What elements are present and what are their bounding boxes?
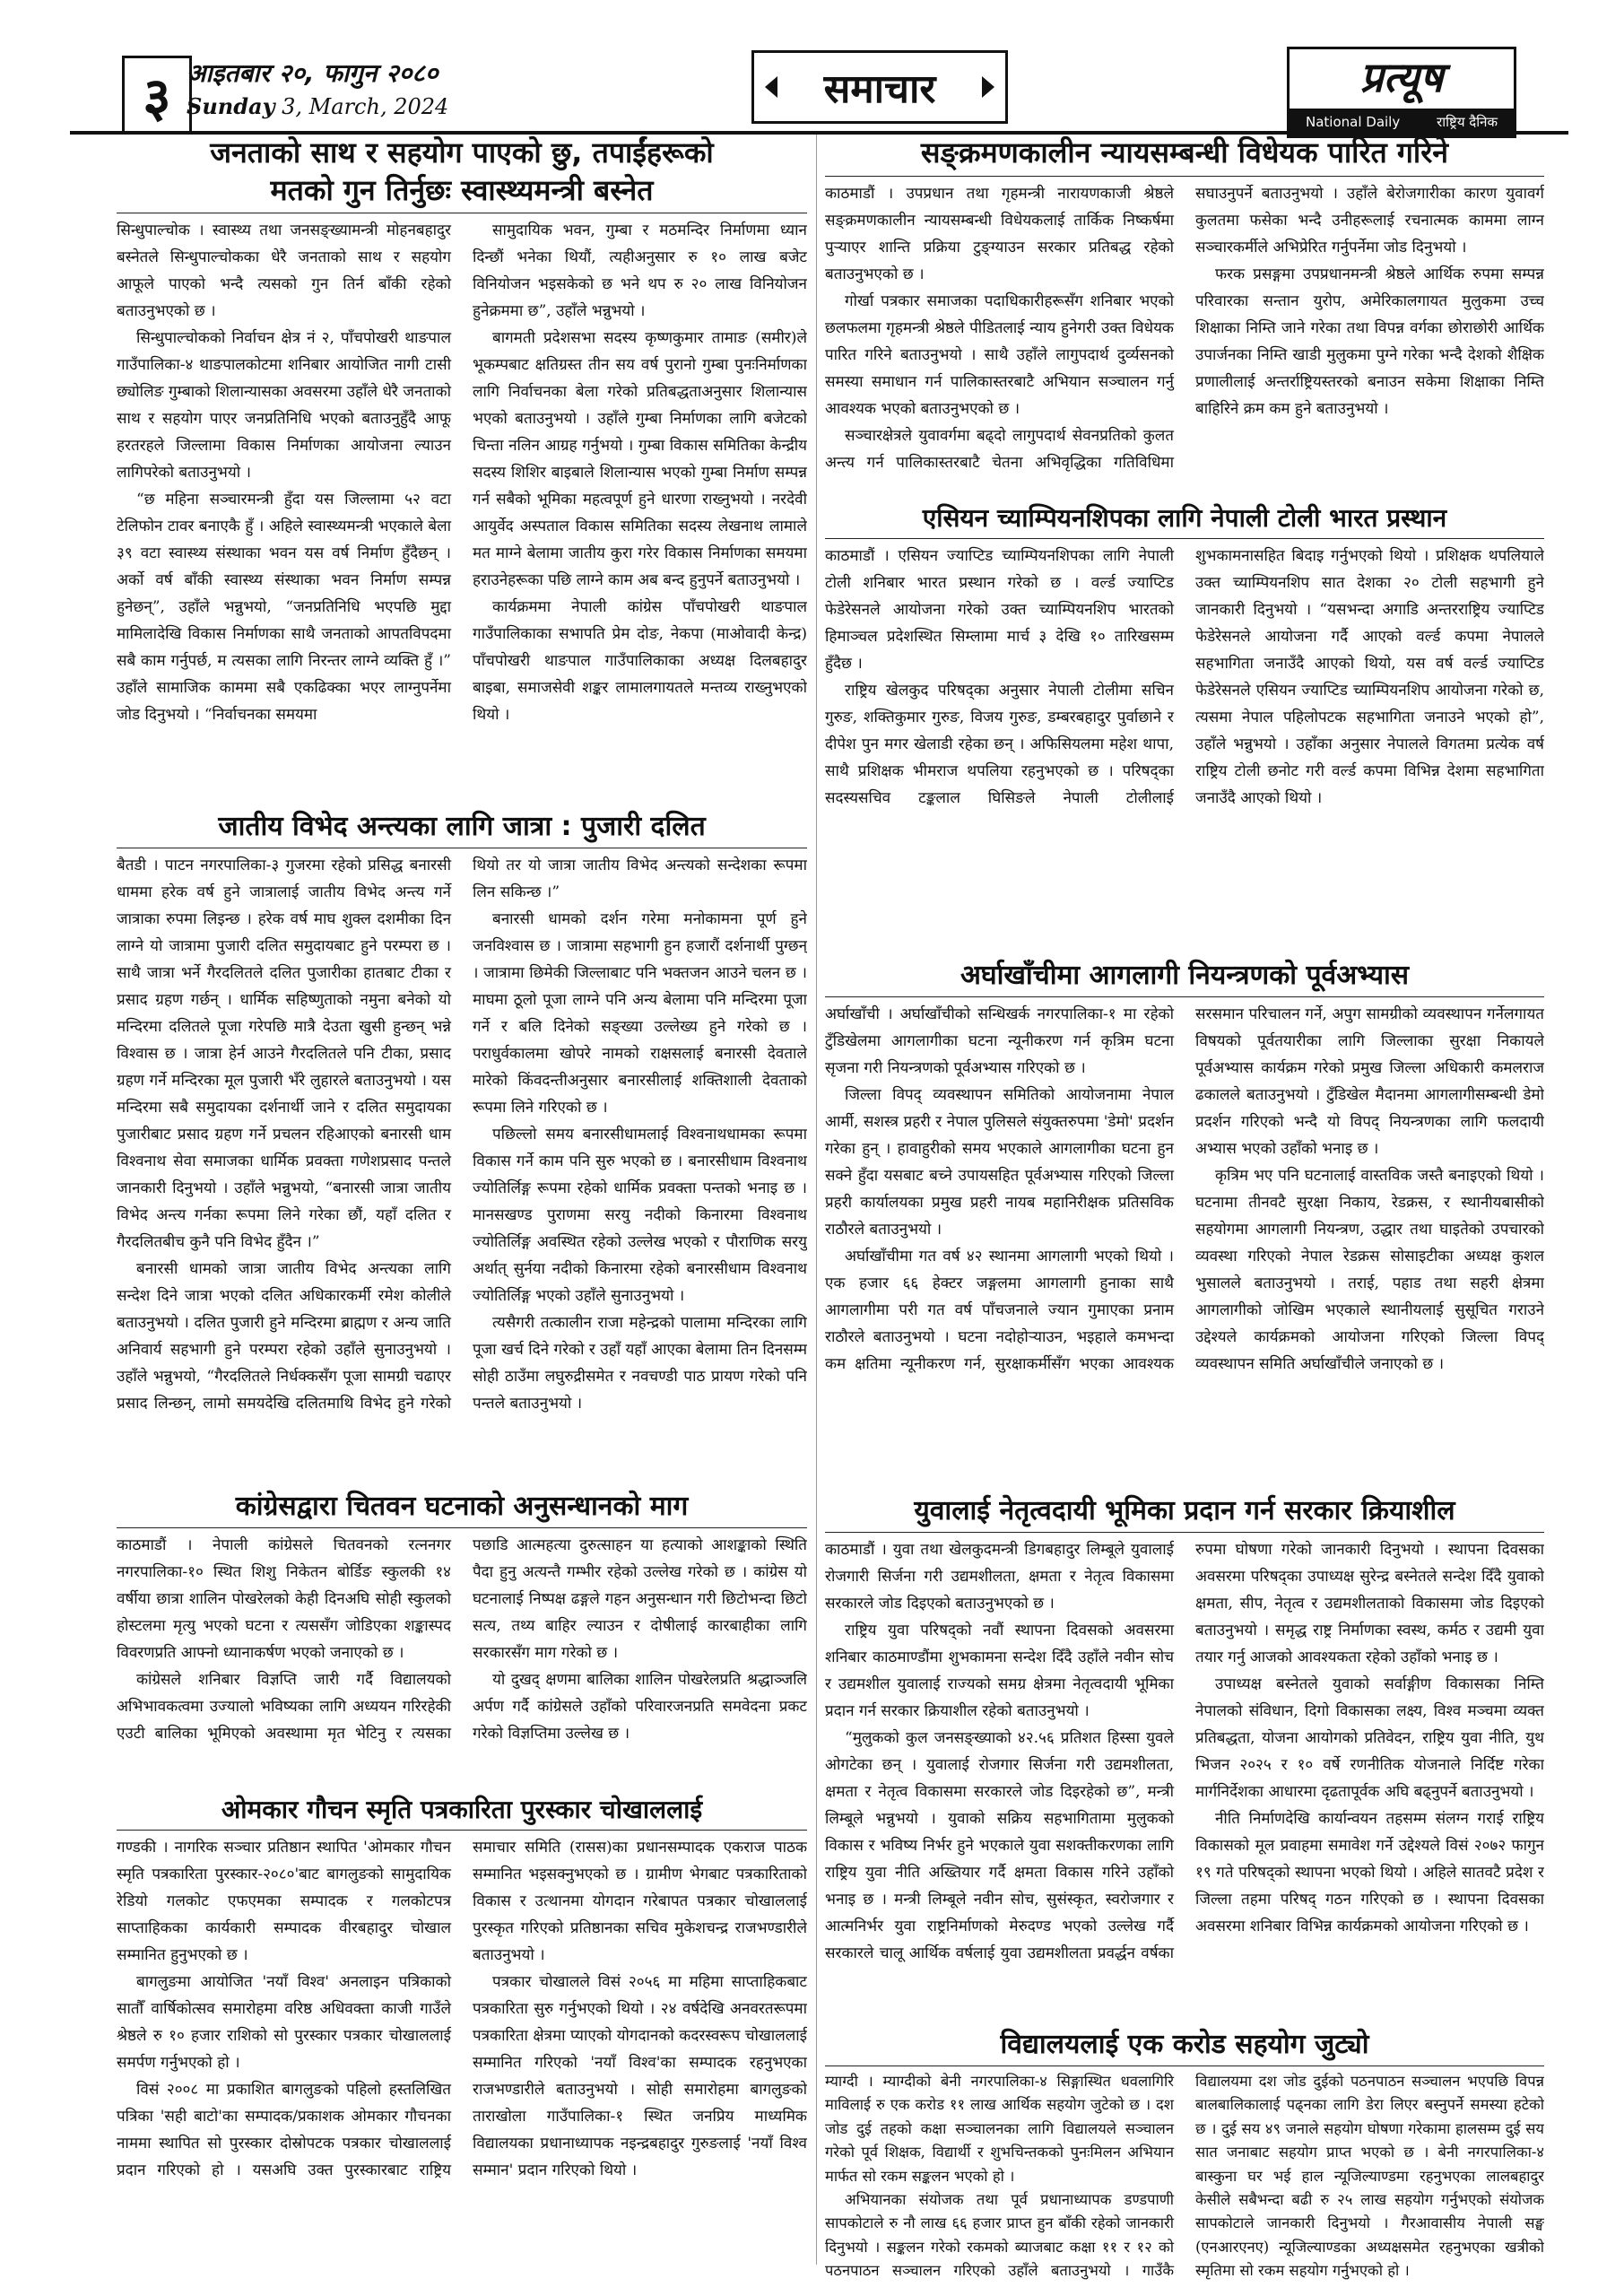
section-label bbox=[751, 50, 1008, 124]
paragraph: बैतडी । पाटन नगरपालिका-३ गुजरमा रहेको प्रसिद्ध बनारसी धाममा हरेक वर्ष हुने जात्रालाई जातीय विभेद अन्त्य गर्ने जात्राका रुपमा लिइन्छ । हरेक वर्ष माघ शुक्ल दशमीका दिन लाग्ने यो जात्रामा पुजारी दलित समुदायबाट हुने परम्परा छ । साथै जात्रा भर्ने गैरदलितले दलित पुजारीका हातबाट टीका र प्रसाद ग्रहण गर्छन् । धार्मिक सहिष्णुताको नमुना बनेको यो मन्दिरमा दलितले पूजा गरेपछि मात्रै देउता खुसी हुन्छन् भन्ने विश्वास छ । जात्रा हेर्न आउने गैरदलितले पनि टीका, प्रसाद ग्रहण गर्ने मन्दिरका मूल पुजारी भँरे लुहारले बताउनुभयो । यस मन्दिरमा सबै समुदायका दर्शनार्थी जाने र दलित समुदायका पुजारीबाट प्रसाद ग्रहण गर्ने प्रचलन रहिआएको बनारसी धाम विश्वनाथ सेवा समाजका धार्मिक प्रवक्ता गणेशप्रसाद पन्तले जानकारी दिनुभयो । उहाँले भन्नुभयो, “बनारसी जात्रा जातीय विभेद अन्त्य गर्नका रूपमा लिने गरेका छौं, यहाँ दलित र गैरदलितबीच कुनै पनि विभेद हुँदैन ।” bbox=[117, 857, 451, 1251]
headline: ओमकार गौचन स्मृति पत्रकारिता पुरस्कार चोखाललाई bbox=[221, 1795, 703, 1824]
paragraph: सिन्धुपाल्चोकको निर्वाचन क्षेत्र नं २, पाँचपोखरी थाङपाल गाउँपालिका-४ थाङपालकोटमा शनिबार आयोजित नागी टासी छ्योलिङ गुम्बाको शिलान्यासका अवसरमा उहाँले धेरै जनताको साथ र सहयोग पाएर जनप्रतिनिधि भएको बताउनुहुँदै आफू हरतरहले जिल्लामा विकास निर्माणका आयोजना ल्याउन लागिपरेको बताउनुभयो । bbox=[117, 329, 451, 483]
masthead bbox=[52, 0, 1572, 130]
newspaper-logo bbox=[1287, 47, 1516, 138]
logo-sub-np: राष्ट्रिय दैनिक bbox=[1437, 114, 1498, 130]
paragraph: जिल्ला विपद् व्यवस्थापन समितिको आयोजनामा नेपाल आर्मी, सशस्त्र प्रहरी र नेपाल पुलिसले संयुक्तरुपमा 'डेमो' प्रदर्शन गरेका हुन् । हावाहुरीको समय भएकाले आगलागीका घटना हुन सक्ने हुँदा यसबाट बच्ने उपायसहित पूर्वअभ्यास गरिएको जिल्ला प्रहरी कार्यालयका प्रमुख प्रहरी नायब महानिरीक्षक प्रतिसविक राठौरले बताउनुभयो । bbox=[825, 1086, 1174, 1239]
paragraph: बनारसी धामको जात्रा जातीय विभेद अन्त्यका लागि सन्देश दिने जात्रा भएको दलित अधिकारकर्मी रमेश कोलीले बताउनुभयो । दलित पुजारी हुने मन्दिरमा ब्राह्मण र अन्य जाति अनिवार्य सहभागी हुने परम्परा रहेको उहाँले सुनाउनुभयो । उहाँले भन्नुभयो, “गैरदलितले निर्धक्कसँग पूजा सामग्री चढाएर प्रसाद लिन्छन्, लामो समयदेखि दलितमाथि विभेद हुने गरेको थियो तर यो जात्रा जातीय विभेद अन्त्यको सन्देशका रूपमा लिन सकिन्छ ।” bbox=[117, 857, 807, 1413]
date-nepali: आइतबार २०, फागुन २०८० bbox=[187, 58, 439, 88]
paragraph: सिन्धुपाल्चोक । स्वास्थ्य तथा जनसङ्ख्यामन्त्री मोहनबहादुर बस्नेतले सिन्धुपाल्चोकका धेरै जनताको साथ र सहयोग आफूले पाएको भन्दै त्यसको गुन तिर्न बाँकी रहेको बताउनुभएको छ । bbox=[117, 222, 451, 321]
article-body bbox=[825, 180, 1544, 494]
paragraph: पत्रकार चोखालले विसं २०५६ मा महिमा साप्ताहिकबाट पत्रकारिता सुरु गर्नुभएको थियो । २४ वर्षदेखि अनवरतरूपमा पत्रकारिता क्षेत्रमा प्याएको योगदानको कदरस्वरूप चोखाललाई सम्मानित गरिएको 'नयाँ विश्व'का सम्पादक रहनुभएका राजभण्डारीले बताउनुभयो । सोही समारोहमा बागलुङको ताराखोला गाउँपालिका-१ स्थित जनप्रिय माध्यमिक विद्यालयका प्रधानाध्यापक नइन्द्रबहादुर गुरुङलाई 'नयाँ विश्व सम्मान' प्रदान गरिएको थियो । bbox=[473, 1973, 807, 2180]
paragraph: अर्घाखाँची । अर्घाखाँचीको सन्धिखर्क नगरपालिका-१ मा रहेको टुँडिखेलमा आगलागीका घटना न्यूनीकरण गर्न कृत्रिम घटना सृजना गरी नियन्त्रणको पूर्वअभ्यास गरिएको छ । bbox=[825, 1005, 1174, 1077]
paragraph: कृत्रिम भए पनि घटनालाई वास्तविक जस्तै बनाइएको थियो । घटनामा तीनवटै सुरक्षा निकाय, रेडक्रस, र स्थानीयबासीको सहयोगमा आगलागी नियन्त्रण, उद्धार तथा घाइतेको उपचारको व्यवस्था गरिएको नेपाल रेडक्रस सोसाइटीका अध्यक्ष कुशल भुसालले बताउनुभयो । तराई, पहाड तथा सहरी क्षेत्रमा आगलागीको जोखिम भएकाले स्थानीयलाई सुसूचित गराउने उद्देश्यले कार्यक्रमको आयोजना गरिएको जिल्ला विपद् व्यवस्थापन समिति अर्घाखाँचीले जनाएको छ । bbox=[1195, 1167, 1544, 1373]
column-divider bbox=[816, 135, 817, 2265]
date-english-line bbox=[187, 91, 671, 122]
paragraph: सञ्चारक्षेत्रले युवावर्गमा बढ्दो लागुपदार्थ सेवनप्रतिको कुलत अन्त्य गर्न पालिकास्तरबाटै चेतना अभिवृद्धिका गतिविधिमा सघाउनुपर्ने बताउनुभयो । उहाँले बेरोजगारीका कारण युवावर्ग कुलतमा फसेका भन्दै उनीहरूलाई रचनात्मक काममा लाग्न सञ्चारकर्मीले अभिप्रेरित गर्नुपर्नेमा जोड दिनुभयो । bbox=[825, 184, 1544, 472]
date-day: Sunday bbox=[187, 93, 275, 119]
article-body bbox=[825, 2070, 1544, 2294]
paragraph: राष्ट्रिय खेलकुद परिषद्का अनुसार नेपाली टोलीमा सचिन गुरुङ, शक्तिकुमार गुरुङ, विजय गुरुङ, डम्बरबहादुर पुर्वाछाने र दीपेश पुन मगर खेलाडी रहेका छन् । अफिसियलमा महेश थापा, साथै प्रशिक्षक भीमराज थपलिया रहनुभएको छ । परिषद्का सदस्यसचिव टङ्कलाल घिसिङले नेपाली टोलीलाई शुभकामनासहित बिदाइ गर्नुभएको थियो । प्रशिक्षक थपलियाले उक्त च्याम्पियनशिप सात देशका २० टोली सहभागी हुने जानकारी दिनुभयो । “यसभन्दा अगाडि अन्तरराष्ट्रिय ज्याप्टिड फेडेरेसनले आयोजना गर्दै आएको वर्ल्ड कपमा नेपालले सहभागिता जनाउँदै आएको थियो, यस वर्ष वर्ल्ड ज्याप्टिड फेडेरेसनले एसियन ज्याप्टिड च्याम्पियनशिप आयोजना गरेको छ, त्यसमा नेपाल पहिलोपटक सहभागिता जनाउने भएको हो”, उहाँले भन्नुभयो । उहाँका अनुसार नेपालले विगतमा प्रत्येक वर्ष राष्ट्रिय टोली छनोट गरी वर्ल्ड कपमा विभिन्न देशमा सहभागिता जनाउँदै आएको थियो । bbox=[825, 547, 1544, 808]
headline: एसियन च्याम्पियनशिपका लागि नेपाली टोली भारत प्रस्थान bbox=[922, 503, 1447, 533]
headline: कांग्रेसद्वारा चितवन घटनाको अनुसन्धानको माग bbox=[235, 1491, 689, 1522]
paragraph: गोर्खा पत्रकार समाजका पदाधिकारीहरूसँग शनिबार भएको छलफलमा गृहमन्त्री श्रेष्ठले पीडितलाई न्याय हुनेगरी उक्त विधेयक पारित गरिने बताउनुभयो । साथै उहाँले लागुपदार्थ दुर्व्यसनको समस्या समाधान गर्न पालिकास्तरबाटै अभियान सञ्चालन गर्नु आवश्यक भएको बताउनुभएको छ । bbox=[825, 291, 1174, 418]
paragraph: कार्यक्रममा नेपाली कांग्रेस पाँचपोखरी थाङपाल गाउँपालिकाका सभापति प्रेम दोङ, नेकपा (माओवादी केन्द्र) पाँचपोखरी थाङपाल गाउँपालिकाका अध्यक्ष दिलबहादुर बाइबा, समाजसेवी शङ्कर लामालगायतले मन्तव्य राख्नुभएको थियो । bbox=[473, 598, 807, 725]
paragraph: काठमाडौं । युवा तथा खेलकुदमन्त्री डिगबहादुर लिम्बूले युवालाई रोजगारी सिर्जना गरी उद्यमशीलता, क्षमता र नेतृत्व विकासमा सरकारले जोड दिइएको बताउनुभएको छ । bbox=[825, 1541, 1174, 1613]
paragraph: बागलुङमा आयोजित 'नयाँ विश्व' अनलाइन पत्रिकाको सातौँ वार्षिकोत्सव समारोहमा वरिष्ठ अधिवक्ता काजी गाउँले श्रेष्ठले रु १० हजार राशिको सो पुरस्कार पत्रकार चोखाललाई समर्पण गर्नुभएको हो । bbox=[117, 1973, 451, 2073]
article-body bbox=[825, 543, 1544, 946]
article-body bbox=[117, 852, 807, 1480]
paragraph: उपाध्यक्ष बस्नेतले युवाको सर्वाङ्गीण विकासका निम्ति नेपालको संविधान, दिगो विकासका लक्ष्य, विश्व मञ्चमा व्यक्त प्रतिबद्धता, योजना आयोगको प्रतिवेदन, राष्ट्रिय युवा नीति, युथ भिजन २०२५ र १० वर्षे रणनीतिक योजनाले निर्दिष्ट गरेका मार्गनिर्देशका आधारमा दृढतापूर्वक अघि बढ्नुपर्ने बताउनुभयो । bbox=[1195, 1675, 1544, 1801]
paragraph: गण्डकी । नागरिक सञ्चार प्रतिष्ठान स्थापित 'ओमकार गौचन स्मृति पत्रकारिता पुरस्कार-२०८०'बाट बागलुङको सामुदायिक रेडियो गलकोट एफएमका सम्पादक र गलकोटपत्र साप्ताहिकका कार्यकारी सम्पादक वीरबहादुर चोखाल सम्मानित हुनुभएको छ । bbox=[117, 1839, 451, 1965]
paragraph: “छ महिना सञ्चारमन्त्री हुँदा यस जिल्लामा ५२ वटा टेलिफोन टावर बनाएकै हुँ । अहिले स्वास्थ्यमन्त्री भएकाले बेला ३९ वटा स्वास्थ्य संस्थाका भवन यस वर्ष निर्माण हुँदैछन् । अर्को वर्ष बाँकी स्वास्थ्य संस्थाका भवन निर्माण सम्पन्न हुनेछन्”, उहाँले भन्नुभयो, “जनप्रतिनिधि भएपछि मुद्दा मामिलादेखि विकास निर्माणका साथै जनताको आपतविपदमा सबै काम गर्नुपर्छ, म त्यसका लागि निरन्तर लाग्ने व्यक्ति हुँ ।” उहाँले सामाजिक काममा सबै एकढिक्का भएर लाग्नुपर्नेमा जोड दिनुभयो । “निर्वाचनका समयमा bbox=[117, 491, 451, 725]
paragraph: अभियानका संयोजक तथा पूर्व प्रधानाध्यापक डण्डपाणी सापकोटाले रु नौ लाख ६६ हजार प्राप्त हुन बाँकी रहेको जानकारी दिनुभयो । सङ्कलन गरेको रकमको ब्याजबाट कक्षा ११ र १२ को पठनपाठन सञ्चालन गरिएको उहाँले बताउनुभयो । गाउँकै विद्यालयमा दश जोड दुईको पठनपाठन सञ्चालन भएपछि विपन्न बालबालिकालाई पढ्नका लागि डेरा लिएर बस्नुपर्ने समस्या हटेको छ । दुई सय ४९ जनाले सहयोग घोषणा गरेकामा हालसम्म दुई सय सात जनाबाट सहयोग प्राप्त भएको छ । बेनी नगरपालिका-४ बास्कुना घर भई हाल न्यूजिल्याण्डमा रहनुभएका लालबहादुर केसीले सबैभन्दा बढी रु २५ लाख सहयोग गर्नुभएको संयोजक सापकोटाले जानकारी दिनुभयो । गैरआवासीय नेपाली सङ्घ (एनआरएनए) न्यूजिल्याण्डका अध्यक्षसमेत रहनुभएका खत्रीको स्मृतिमा सो रकम सहयोग गर्नुभएको हो । bbox=[825, 2073, 1544, 2280]
paragraph: अर्घाखाँचीमा गत वर्ष ४२ स्थानमा आगलागी भएको थियो । एक हजार ६६ हेक्टर जङ्गलमा आगलागी हुनाका साथै आगलागीमा परी गत वर्ष पाँचजनाले ज्यान गुमाएका प्रनाम राठौरले बताउनुभयो । घटना नदोहोऱ्याउन, भइहाले कमभन्दा कम क्षतिमा न्यूनीकरण गर्न, सुरक्षाकर्मीसँग भएका आवश्यक सरसमान परिचालन गर्ने, अपुग सामग्रीको व्यवस्थापन गर्नेलगायत विषयको पूर्वतयारीका लागि जिल्लाका सुरक्षा निकायले पूर्वअभ्यास कार्यक्रम गरेको प्रमुख जिल्ला अधिकारी कमलराज ढकालले बताउनुभयो । टुँडिखेल मैदानमा आगलागीसम्बन्धी डेमो प्रदर्शन गरिएको भन्दै यो विपद् नियन्त्रणका लागि फलदायी अभ्यास भएको उहाँको भनाइ छ । bbox=[825, 1005, 1544, 1373]
paragraph: यो दुखद् क्षणमा बालिका शालिन पोखरेलप्रति श्रद्धाञ्जलि अर्पण गर्दै कांग्रेसले उहाँको परिवारजनप्रति समवेदना प्रकट गरेको विज्ञप्तिमा उल्लेख छ । bbox=[473, 1671, 807, 1743]
article-health bbox=[117, 135, 807, 782]
headline-rule bbox=[825, 1532, 1544, 1533]
article-school bbox=[825, 2027, 1544, 2294]
article-youth bbox=[825, 1493, 1544, 2021]
paragraph: विसं २००८ मा प्रकाशित बागलुङको पहिलो हस्तलिखित पत्रिका 'सही बाटो'का सम्पादक/प्रकाशक ओमकार गौचनका नाममा स्थापित सो पुरस्कार दोस्रोपटक पत्रकार चोखाललाई प्रदान गरिएको हो । यसअघि उक्त पुरस्कारबाट राष्ट्रिय समाचार समिति (रासस)का प्रधानसम्पादक एकराज पाठक सम्मानित भइसक्नुभएको छ । ग्रामीण भेगबाट पत्रकारिताको विकास र उत्थानमा योगदान गरेबापत पत्रकार चोखाललाई पुरस्कृत गरिएको प्रतिष्ठानका सचिव मुकेशचन्द्र राजभण्डारीले बताउनुभयो । bbox=[117, 1839, 807, 2180]
paragraph: काठमाडौं । नेपाली कांग्रेसले चितवनको रत्ननगर नगरपालिका-१० स्थित शिशु निकेतन बोर्डिङ स्कुलकी १४ वर्षीया छात्रा शालिन पोखरेलको केही दिनअघि सोही स्कुलको होस्टलमा मृत्यु भएको घटना र त्यससँग जोडिएका शङ्कास्पद विवरणप्रति आफ्नो ध्यानाकर्षण भएको जनाएको छ । bbox=[117, 1536, 451, 1662]
arrow-left-icon bbox=[765, 76, 777, 98]
article-sports bbox=[825, 502, 1544, 946]
paragraph: नीति निर्माणदेखि कार्यान्वयन तहसम्म संलग्न गराई राष्ट्रिय विकासको मूल प्रवाहमा समावेश गर्ने उद्देश्यले विसं २०७२ फागुन १९ गते परिषद्को स्थापना भएको थियो । अहिले सातवटै प्रदेश र जिल्ला तहमा परिषद् गठन गरिएको छ । स्थापना दिवसका अवसरमा शनिबार विभिन्न कार्यक्रमको आयोजना गरिएको छ । bbox=[1195, 1810, 1544, 1935]
paragraph: राष्ट्रिय युवा परिषद्को नवौं स्थापना दिवसको अवसरमा शनिबार काठमाण्डौंमा शुभकामना सन्देश दिँदै उहाँले नवीन सोच र उद्यमशील युवालाई राज्यको समग्र क्षेत्रमा नेतृत्वदायी भूमिका प्रदान गर्न सरकार क्रियाशील रहेको बताउनुभयो । bbox=[825, 1622, 1174, 1720]
article-fire bbox=[825, 958, 1544, 1485]
article-body bbox=[825, 1536, 1544, 2021]
headline-rule bbox=[117, 1527, 807, 1528]
logo-title: प्रत्यूष bbox=[1359, 53, 1444, 101]
section-title: समाचार bbox=[823, 66, 936, 112]
paragraph: पछिल्लो समय बनारसीधामलाई विश्वनाथधामका रूपमा विकास गर्ने काम पनि सुरु भएको छ । बनारसीधाम विश्वनाथ ज्योतिर्लिङ्ग रूपमा रहेको धार्मिक प्रवक्ता पन्तको भनाइ छ । मानसखण्ड पुराणमा सरयु नदीको किनारमा विश्वनाथ ज्योतिर्लिङ्ग अवस्थित रहेको उल्लेख भएको र पौराणिक सरयु अर्थात् सुर्नया नदीको किनारमा रहेको बनारसीधाम विश्वनाथ ज्योतिर्लिङ्ग भएको उहाँले सुनाउनुभयो । bbox=[473, 1126, 807, 1305]
headline-rule bbox=[117, 1830, 807, 1831]
headline: जातीय विभेद अन्त्यका लागि जात्रा : पुजारी दलित bbox=[218, 811, 706, 842]
paragraph: त्यसैगरी तत्कालीन राजा महेन्द्रको पालामा मन्दिरका लागि पूजा खर्च दिने गरेको र उहाँ यहाँ आएका बेलामा तिन दिनसम्म सोही ठाउँमा लघुरुद्रीसमेत र नवचण्डी पाठ प्रायण गरेको पनि पन्तले बताउनुभयो । bbox=[473, 1314, 807, 1413]
paragraph: सामुदायिक भवन, गुम्बा र मठमन्दिर निर्माणमा ध्यान दिन्छौं भनेका थियौं, त्यहीअनुसार रु १० लाख बजेट विनियोजन भइसकेको छ भने थप रु २० लाख विनियोजन हुनेक्रममा छ”, उहाँले भन्नुभयो । bbox=[473, 222, 807, 321]
article-caste bbox=[117, 809, 807, 1480]
headline: अर्घाखाँचीमा आगलागी नियन्त्रणको पूर्वअभ्यास bbox=[960, 960, 1410, 991]
headline-rule bbox=[825, 176, 1544, 177]
date-english: 3, March, 2024 bbox=[282, 94, 449, 119]
headline-line-2: मतको गुन तिर्नुछः स्वास्थ्यमन्त्री बस्नेत bbox=[270, 172, 654, 207]
paragraph: बनारसी धामको दर्शन गरेमा मनोकामना पूर्ण हुने जनविश्वास छ । जात्रामा सहभागी हुन हजारौं दर्शनार्थी पुग्छन् । जात्रामा छिमेकी जिल्लाबाट पनि भक्तजन आउने चलन छ । माघमा ठूलो पूजा लाग्ने पनि अन्य बेलामा पनि मन्दिरमा पूजा गर्ने र बलि दिनेको सङ्ख्या उल्लेख्य हुने गरेको छ । पराधुर्वकालमा खोपरे नामको राक्षसलाई बनारसी देवताले मारेको किंवदन्तीअनुसार बनारसीलाई शक्तिशाली देवताको रूपमा लिने गरिएको छ । bbox=[473, 910, 807, 1117]
paragraph: काठमाडौं । एसियन ज्याप्टिड च्याम्पियनशिपका लागि नेपाली टोली शनिबार भारत प्रस्थान गरेको छ । वर्ल्ड ज्याप्टिड फेडेरेसनले आयोजना गरेको उक्त च्याम्पियनशिप भारतको हिमाञ्चल प्रदेशस्थित सिम्लामा मार्च ३ देखि १० तारिखसम्म हुँदैछ । bbox=[825, 547, 1174, 674]
headline: सङ्क्रमणकालीन न्यायसम्बन्धी विधेयक पारित गरिने bbox=[920, 135, 1449, 170]
arrow-right-icon bbox=[982, 76, 994, 98]
paragraph: कांग्रेसले शनिबार विज्ञप्ति जारी गर्दै विद्यालयको अभिभावकत्वमा उज्यालो भविष्यका लागि अध्ययन गरिरहेकी एउटी बालिका भूमिएको अवस्थामा मृत भेटिनु र त्यसका पछाडि आत्महत्या दुरुत्साहन या हत्याको आशङ्काको स्थिति पैदा हुनु अत्यन्तै गम्भीर रहेको उल्लेख गरेको छ । कांग्रेस यो घटनालाई निष्पक्ष ढङ्गले गहन अनुसन्धान गरी छिटोभन्दा छिटो सत्य, तथ्य बाहिर ल्याउन र दोषीलाई कारबाहीका लागि सरकारसँग माग गरेको छ । bbox=[117, 1536, 807, 1743]
headline: विद्यालयलाई एक करोड सहयोग जुट्यो bbox=[1000, 2029, 1369, 2060]
paragraph: बागमती प्रदेशसभा सदस्य कृष्णकुमार तामाङ (समीर)ले भूकम्पबाट क्षतिग्रस्त तीन सय वर्ष पुरानो गुम्बा पुनःनिर्माणका लागि निर्वाचनका बेला गरेको प्रतिबद्धताअनुसार शिलान्यास भएको बताउनुभयो । उहाँले गुम्बा निर्माणका लागि बजेटको चिन्ता नलिन आग्रह गर्नुभयो । गुम्बा विकास समितिका केन्द्रीय सदस्य शिशिर बाइबाले शिलान्यास भएको गुम्बा निर्माण सम्पन्न गर्न सबैको भूमिका महत्वपूर्ण हुने धारणा राख्नुभयो । नरदेवी आयुर्वेद अस्पताल विकास समितिका सदस्य लेखनाथ लामाले मत माग्ने बेलामा जातीय कुरा गरेर विकास निर्माणका समयमा हराउनेहरूका पछि लाग्ने काम अब बन्द हुनुपर्ने बताउनुभयो । bbox=[473, 329, 807, 590]
headline: युवालाई नेतृत्वदायी भूमिका प्रदान गर्न सरकार क्रियाशील bbox=[914, 1495, 1455, 1526]
article-body bbox=[117, 1532, 807, 1792]
logo-sub-en: National Daily bbox=[1306, 114, 1401, 130]
headline-rule bbox=[825, 996, 1544, 997]
article-bill bbox=[825, 135, 1544, 494]
paragraph: म्याग्दी । म्याग्दीको बेनी नगरपालिका-४ सिङ्गास्थित धवलागिरि माविलाई रु एक करोड ११ लाख आर्थिक सहयोग जुटेको छ । दश जोड दुई तहको कक्षा सञ्चालनका लागि विद्यालयले सञ्चालन गरेको पूर्व शिक्षक, विद्यार्थी र शुभचिन्तकको पुनःमिलन अभियान मार्फत सो रकम सङ्कलन भएको हो । bbox=[825, 2073, 1174, 2185]
article-body bbox=[117, 217, 807, 782]
date-block bbox=[187, 56, 671, 133]
headline-rule bbox=[825, 538, 1544, 539]
article-congress bbox=[117, 1489, 807, 1792]
article-body bbox=[825, 1001, 1544, 1485]
headline: जनताको साथ र सहयोग पाएको छु, तपाईंहरूको bbox=[210, 135, 714, 170]
article-body bbox=[117, 1834, 807, 2292]
paragraph: “मुलुकको कुल जनसङ्ख्याको ४२.५६ प्रतिशत हिस्सा युवले ओगटेका छन् । युवालाई रोजगार सिर्जना गरी उद्यमशीलता, क्षमता र नेतृत्व विकासमा सरकारले जोड दिइरहेको छ”, मन्त्री लिम्बूले भन्नुभयो । युवाको सक्रिय सहभागितामा मुलुकको विकास र भविष्य निर्भर हुने भएकाले युवा सशक्तीकरणका लागि राष्ट्रिय युवा नीति अख्तियार गर्दै क्षमता विकास गरिने उहाँको भनाइ छ । मन्त्री लिम्बूले नवीन सोच, सुसंस्कृत, स्वरोजगार र आत्मनिर्भर युवा राष्ट्रनिर्माणको मेरुदण्ड भएको उल्लेख गर्दै सरकारले चालू आर्थिक वर्षलाई युवा उद्यमशीलता प्रवर्द्धन वर्षका रुपमा घोषणा गरेको जानकारी दिनुभयो । स्थापना दिवसका अवसरमा परिषद्का उपाध्यक्ष सुरेन्द्र बस्नेतले सन्देश दिँदै युवाको क्षमता, सीप, नेतृत्व र उद्यमशीलताको विकासमा जोड दिइएको बताउनुभयो । समृद्ध राष्ट्र निर्माणका स्वस्थ, कर्मठ र उद्यमी युवा तयार गर्नु आजको आवश्यकता रहेको उहाँको भनाइ छ । bbox=[825, 1541, 1544, 1962]
article-award bbox=[117, 1794, 807, 2292]
paragraph: फरक प्रसङ्गमा उपप्रधानमन्त्री श्रेष्ठले आर्थिक रुपमा सम्पन्न परिवारका सन्तान युरोप, अमेरिकालगायत मुलुकमा उच्च शिक्षाका निम्ति जाने गरेका तथा विपन्न वर्गका छोराछोरी आर्थिक उपार्जनका निम्ति खाडी मुलुकमा पुग्ने गरेका भन्दै देशको शैक्षिक प्रणालीलाई अन्तर्राष्ट्रियस्तरको बनाउन सकेमा शिक्षाका निम्ति बाहिरिने क्रम कम हुने बताउनुभयो । bbox=[1195, 265, 1544, 418]
paragraph: काठमाडौं । उपप्रधान तथा गृहमन्त्री नारायणकाजी श्रेष्ठले सङ्क्रमणकालीन न्यायसम्बन्धी विधेयकलाई तार्किक निष्कर्षमा पुऱ्याएर शान्ति प्रक्रिया टुङ्ग्याउन सरकार प्रतिबद्ध रहेको बताउनुभएको छ । bbox=[825, 184, 1174, 283]
page-number: ३ bbox=[122, 56, 192, 135]
